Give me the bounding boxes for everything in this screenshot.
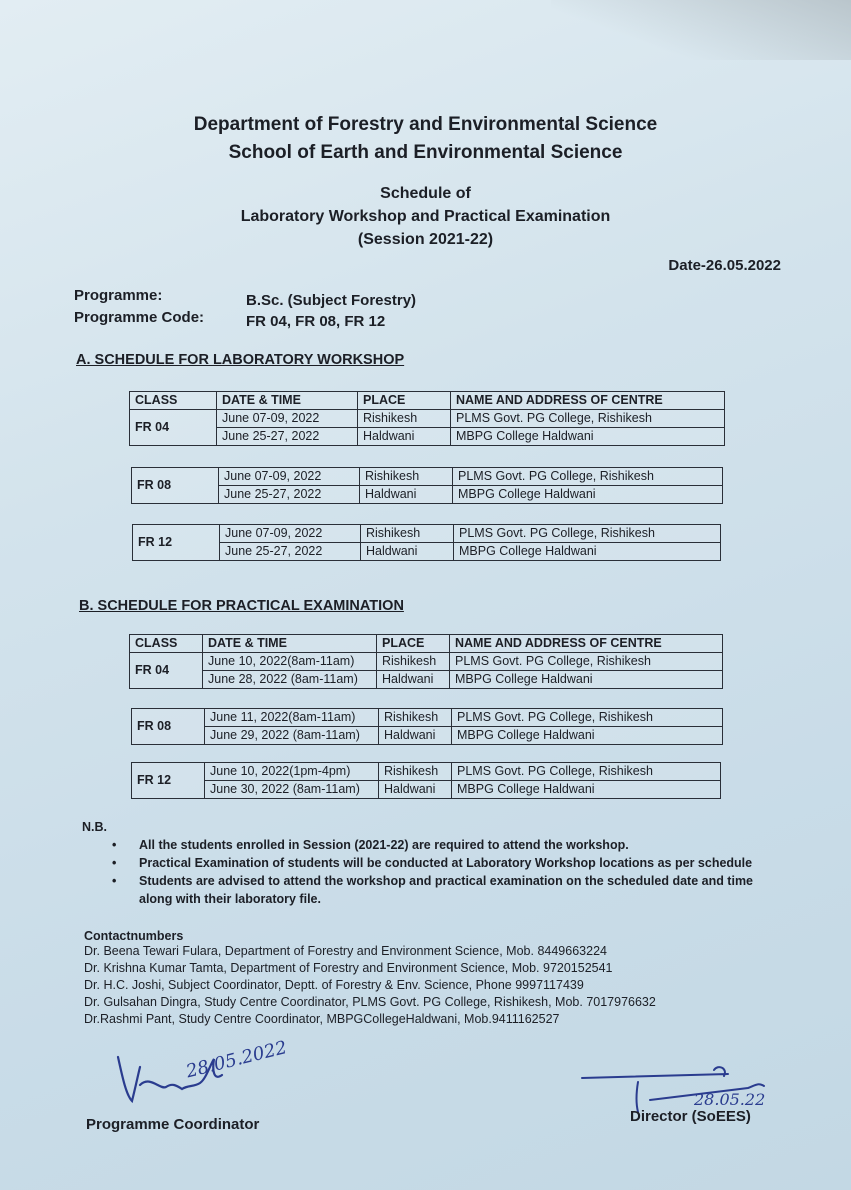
place-cell: Haldwani	[379, 727, 452, 745]
notes-label: N.B.	[82, 820, 107, 834]
centre-cell: MBPG College Haldwani	[453, 486, 723, 504]
notes-list	[112, 836, 772, 908]
workshop-table-fr08	[131, 467, 723, 504]
centre-cell: PLMS Govt. PG College, Rishikesh	[451, 410, 725, 428]
class-cell: FR 12	[133, 525, 220, 561]
table-row	[133, 525, 721, 543]
practical-table-fr12	[131, 762, 721, 799]
class-cell: FR 08	[132, 468, 219, 504]
column-header-centre: NAME AND ADDRESS OF CENTRE	[451, 392, 725, 410]
schedule-heading-line1: Schedule of	[380, 185, 471, 202]
list-item	[112, 872, 772, 890]
practical-table-fr04	[129, 634, 723, 689]
column-header-place: PLACE	[358, 392, 451, 410]
date-cell: June 25-27, 2022	[220, 543, 361, 561]
bullet-icon: •	[112, 874, 117, 888]
centre-cell: PLMS Govt. PG College, Rishikesh	[454, 525, 721, 543]
list-item	[112, 836, 772, 854]
left-signature-date: 28.05.2022	[184, 1037, 290, 1083]
date-cell: June 30, 2022 (8am-11am)	[205, 781, 379, 799]
centre-cell: PLMS Govt. PG College, Rishikesh	[453, 468, 723, 486]
place-cell: Haldwani	[377, 671, 450, 689]
date-cell: June 28, 2022 (8am-11am)	[203, 671, 377, 689]
place-cell: Rishikesh	[360, 468, 453, 486]
table-header-row	[130, 392, 725, 410]
centre-cell: MBPG College Haldwani	[452, 781, 721, 799]
centre-cell: PLMS Govt. PG College, Rishikesh	[450, 653, 723, 671]
note-text: All the students enrolled in Session (2021-22) are required to attend the workshop.	[139, 838, 629, 852]
contacts-list	[84, 943, 804, 1028]
scan-shadow	[551, 0, 851, 60]
date-cell: June 25-27, 2022	[217, 428, 358, 446]
centre-cell: MBPG College Haldwani	[450, 671, 723, 689]
column-header-centre: NAME AND ADDRESS OF CENTRE	[450, 635, 723, 653]
centre-cell: PLMS Govt. PG College, Rishikesh	[452, 709, 723, 727]
column-header-class: CLASS	[130, 635, 203, 653]
date-cell: June 07-09, 2022	[220, 525, 361, 543]
date-cell: June 25-27, 2022	[219, 486, 360, 504]
bullet-icon: •	[112, 856, 117, 870]
table-row	[132, 727, 723, 745]
place-cell: Rishikesh	[377, 653, 450, 671]
table-row	[130, 653, 723, 671]
contact-line: Dr. Krishna Kumar Tamta, Department of Forestry and Environment Science, Mob. 9720152541	[84, 961, 613, 975]
date-cell: June 10, 2022(8am-11am)	[203, 653, 377, 671]
column-header-date: DATE & TIME	[217, 392, 358, 410]
table-row	[132, 468, 723, 486]
contacts-heading: Contactnumbers	[84, 929, 184, 943]
place-cell: Rishikesh	[361, 525, 454, 543]
contact-line: Dr. H.C. Joshi, Subject Coordinator, Deptt. of Forestry & Env. Science, Phone 9997117439	[84, 978, 584, 992]
date-cell: June 29, 2022 (8am-11am)	[205, 727, 379, 745]
class-cell: FR 04	[130, 410, 217, 446]
table-row	[130, 410, 725, 428]
column-header-place: PLACE	[377, 635, 450, 653]
practical-table-fr08	[131, 708, 723, 745]
place-cell: Rishikesh	[379, 763, 452, 781]
programme-code-value: FR 04, FR 08, FR 12	[246, 313, 386, 330]
document-date: Date-26.05.2022	[668, 257, 781, 274]
list-item-continuation	[112, 890, 772, 908]
table-row	[132, 709, 723, 727]
table-row	[132, 486, 723, 504]
date-cell: June 11, 2022(8am-11am)	[205, 709, 379, 727]
workshop-table-fr04	[129, 391, 725, 446]
class-cell: FR 04	[130, 653, 203, 689]
list-item	[112, 854, 772, 872]
class-cell: FR 12	[132, 763, 205, 799]
programme-label: Programme:	[74, 287, 163, 304]
department-title: Department of Forestry and Environmental Science	[193, 114, 658, 135]
class-cell: FR 08	[132, 709, 205, 745]
practical-section-heading: B. SCHEDULE FOR PRACTICAL EXAMINATION	[79, 598, 404, 614]
table-row	[133, 543, 721, 561]
programme-value: B.Sc. (Subject Forestry)	[246, 292, 417, 309]
programme-coordinator-label: Programme Coordinator	[86, 1116, 260, 1133]
date-cell: June 07-09, 2022	[217, 410, 358, 428]
place-cell: Haldwani	[358, 428, 451, 446]
table-row	[130, 671, 723, 689]
session-label: (Session 2021-22)	[357, 231, 494, 248]
note-text: along with their laboratory file.	[139, 892, 321, 906]
place-cell: Haldwani	[379, 781, 452, 799]
table-row	[132, 781, 721, 799]
date-cell: June 10, 2022(1pm-4pm)	[205, 763, 379, 781]
programme-code-label: Programme Code:	[74, 309, 205, 326]
centre-cell: PLMS Govt. PG College, Rishikesh	[452, 763, 721, 781]
centre-cell: MBPG College Haldwani	[452, 727, 723, 745]
centre-cell: MBPG College Haldwani	[451, 428, 725, 446]
column-header-class: CLASS	[130, 392, 217, 410]
column-header-date: DATE & TIME	[203, 635, 377, 653]
place-cell: Rishikesh	[358, 410, 451, 428]
note-text: Students are advised to attend the workshop and practical examination on the scheduled date and time	[139, 874, 754, 888]
workshop-section-heading: A. SCHEDULE FOR LABORATORY WORKSHOP	[76, 352, 405, 368]
contact-line: Dr. Gulsahan Dingra, Study Centre Coordinator, PLMS Govt. PG College, Rishikesh, Mob. 7017976632	[84, 995, 656, 1009]
table-row	[130, 428, 725, 446]
contact-line: Dr. Beena Tewari Fulara, Department of Forestry and Environment Science, Mob. 8449663224	[84, 944, 607, 958]
table-row	[132, 763, 721, 781]
school-title: School of Earth and Environmental Science	[228, 142, 623, 163]
bullet-icon: •	[112, 838, 117, 852]
centre-cell: MBPG College Haldwani	[454, 543, 721, 561]
director-label: Director (SoEES)	[630, 1108, 751, 1125]
contact-line: Dr.Rashmi Pant, Study Centre Coordinator, MBPGCollegeHaldwani, Mob.9411162527	[84, 1012, 560, 1026]
place-cell: Rishikesh	[379, 709, 452, 727]
note-text: Practical Examination of students will be conducted at Laboratory Workshop locations as per schedule	[139, 856, 753, 870]
right-signature-date: 28.05.22	[694, 1090, 766, 1109]
schedule-heading-line2: Laboratory Workshop and Practical Examination	[240, 208, 611, 225]
date-cell: June 07-09, 2022	[219, 468, 360, 486]
workshop-table-fr12	[132, 524, 721, 561]
place-cell: Haldwani	[361, 543, 454, 561]
table-header-row	[130, 635, 723, 653]
place-cell: Haldwani	[360, 486, 453, 504]
